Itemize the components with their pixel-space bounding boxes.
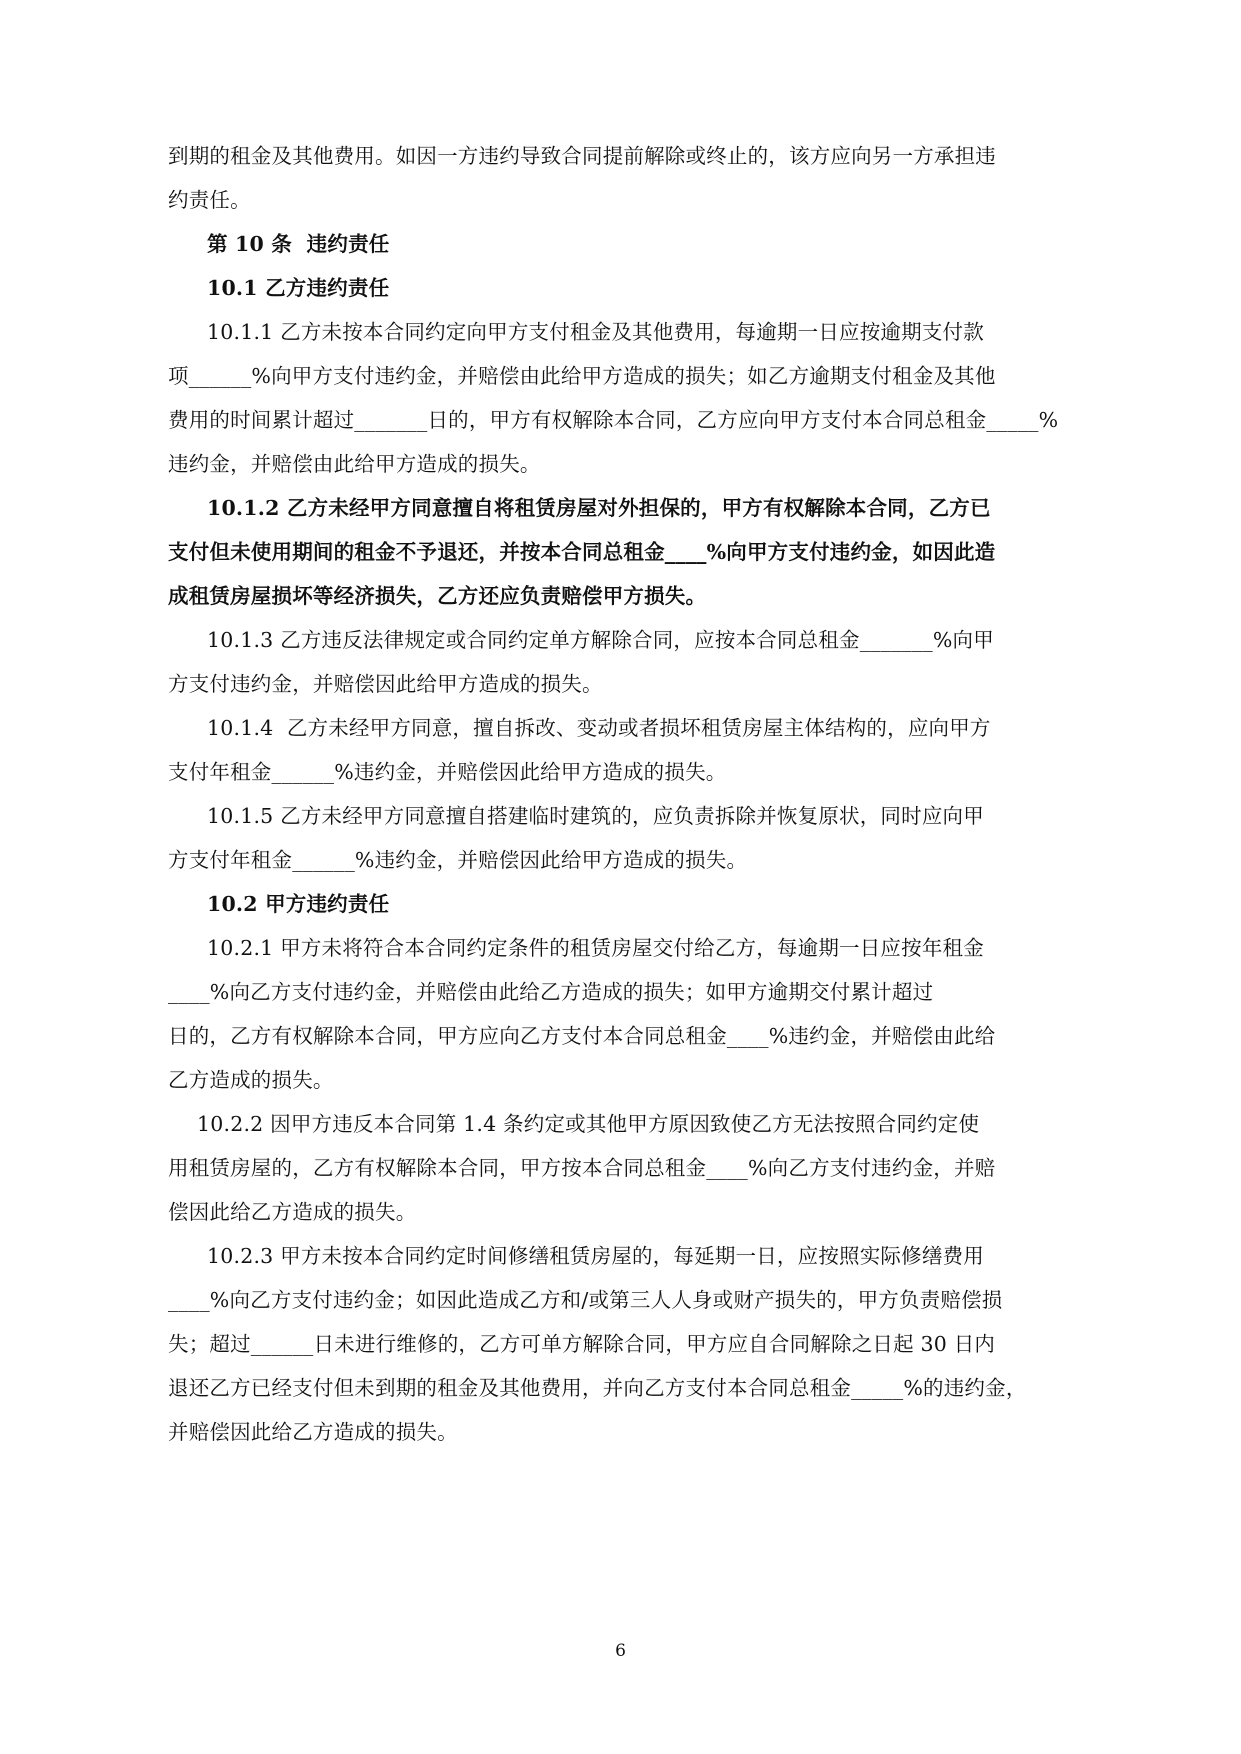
- text-line: 10.1.4 乙方未经甲方同意，擅自拆改、变动或者损坏租赁房屋主体结构的，应向甲方: [207, 716, 991, 740]
- text-line: 支付年租金______%违约金，并赔偿因此给甲方造成的损失。: [168, 760, 727, 784]
- text-line: 方支付违约金，并赔偿因此给甲方造成的损失。: [168, 672, 603, 696]
- text-line: 10.2.2 因甲方违反本合同第 1.4 条约定或其他甲方原因致使乙方无法按照合同约定使: [197, 1112, 980, 1136]
- text-line: 方支付年租金______%违约金，并赔偿因此给甲方造成的损失。: [168, 848, 748, 872]
- text-line: 10.2.3 甲方未按本合同约定时间修缮租赁房屋的，每延期一日，应按照实际修缮费用: [207, 1244, 984, 1268]
- text-line: 乙方造成的损失。: [168, 1068, 334, 1092]
- text-line: ____%向乙方支付违约金，并赔偿由此给乙方造成的损失；如甲方逾期交付累计超过: [168, 980, 934, 1004]
- subsection-heading: 10.2 甲方违约责任: [207, 892, 390, 916]
- text-line: 用租赁房屋的，乙方有权解除本合同，甲方按本合同总租金____%向乙方支付违约金，并赔: [168, 1156, 996, 1180]
- text-line: 失；超过______日未进行维修的，乙方可单方解除合同，甲方应自合同解除之日起 30 日内: [168, 1332, 996, 1356]
- text-line: 日的，乙方有权解除本合同，甲方应向乙方支付本合同总租金____%违约金，并赔偿由此给: [168, 1024, 996, 1048]
- text-line: 10.1.1 乙方未按本合同约定向甲方支付租金及其他费用，每逾期一日应按逾期支付款: [207, 320, 984, 344]
- text-line: 10.2.1 甲方未将符合本合同约定条件的租赁房屋交付给乙方，每逾期一日应按年租金: [207, 936, 984, 960]
- text-line-bold: 成租赁房屋损坏等经济损失，乙方还应负责赔偿甲方损失。: [168, 584, 707, 608]
- text-line: 退还乙方已经支付但未到期的租金及其他费用，并向乙方支付本合同总租金_____%的违约金，: [168, 1376, 1027, 1400]
- text-line-bold: 支付但未使用期间的租金不予退还，并按本合同总租金____%向甲方支付违约金，如因此造: [168, 540, 996, 564]
- text-line: 偿因此给乙方造成的损失。: [168, 1200, 417, 1224]
- text-line-bold: 10.1.2 乙方未经甲方同意擅自将租赁房屋对外担保的，甲方有权解除本合同，乙方已: [207, 496, 991, 520]
- text-line: 费用的时间累计超过_______日的，甲方有权解除本合同，乙方应向甲方支付本合同总租金_____%: [168, 408, 1059, 432]
- text-line: 到期的租金及其他费用。如因一方违约导致合同提前解除或终止的，该方应向另一方承担违: [168, 144, 996, 168]
- text-line: 违约金，并赔偿由此给甲方造成的损失。: [168, 452, 541, 476]
- text-line: 10.1.5 乙方未经甲方同意擅自搭建临时建筑的，应负责拆除并恢复原状，同时应向甲: [207, 804, 984, 828]
- text-line: 约责任。: [168, 188, 251, 212]
- page-number: 6: [615, 1641, 626, 1661]
- text-line: ____%向乙方支付违约金；如因此造成乙方和/或第三人人身或财产损失的，甲方负责赔偿损: [168, 1288, 1003, 1312]
- subsection-heading: 10.1 乙方违约责任: [207, 276, 390, 300]
- text-line: 项______%向甲方支付违约金，并赔偿由此给甲方造成的损失；如乙方逾期支付租金及其他: [168, 364, 996, 388]
- text-line: 10.1.3 乙方违反法律规定或合同约定单方解除合同，应按本合同总租金_______%向甲: [207, 628, 994, 652]
- section-heading: 第 10 条 违约责任: [207, 232, 390, 256]
- text-line: 并赔偿因此给乙方造成的损失。: [168, 1420, 458, 1444]
